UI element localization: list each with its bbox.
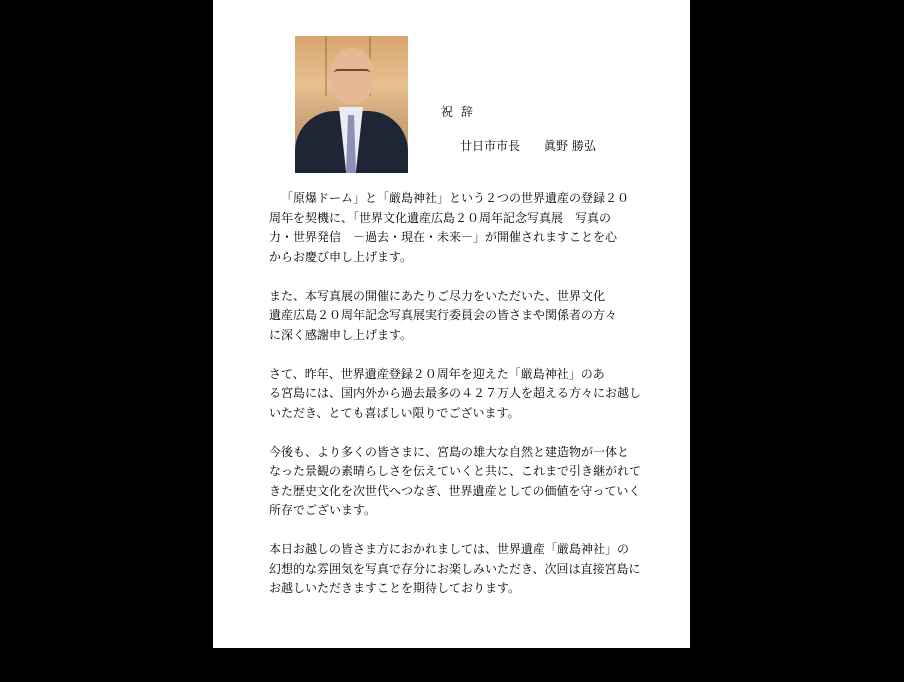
author-line: 廿日市市長 眞野 勝弘 — [460, 139, 596, 153]
document-page — [213, 0, 690, 648]
paragraph — [269, 540, 639, 599]
paragraph — [269, 365, 642, 424]
text-line: なった景観の素晴らしさを伝えていくと共に、これまで引き継がれて — [269, 464, 642, 478]
text-line: 周年を契機に、「世界文化遺産広島２０周年記念写真展 写真の — [269, 210, 612, 225]
document-body — [269, 189, 642, 618]
text-line: さて、昨年、世界遺産登録２０周年を迎えた「厳島神社」のあ — [269, 366, 605, 381]
text-line: 所存でございます。 — [269, 503, 377, 517]
document-title: 祝 辞 — [441, 105, 475, 119]
paragraph — [269, 189, 639, 267]
text-line: 本日お越しの皆さま方におかれましては、世界遺産「厳島神社」の — [269, 542, 630, 556]
text-line: お越しいただきますことを期待しております。 — [269, 581, 521, 595]
paragraph — [269, 287, 639, 346]
text-line: 遺産広島２０周年記念写真展実行委員会の皆さまや関係者の方々 — [269, 308, 618, 322]
paragraph — [269, 443, 642, 521]
text-line: 「原爆ドーム」と「厳島神社」という２つの世界遺産の登録２０ — [281, 191, 630, 205]
glasses-shape — [334, 69, 370, 79]
wall-panel-line — [325, 36, 327, 96]
text-line: からお慶び申し上げます。 — [269, 249, 413, 264]
mayor-portrait-photo — [295, 36, 408, 173]
text-line: に深く感謝申し上げます。 — [269, 327, 413, 342]
text-line: 今後も、より多くの皆さまに、宮島の雄大な自然と建造物が一体と — [269, 444, 630, 459]
text-line: きた歴史文化を次世代へつなぎ、世界遺産としての価値を守っていく — [269, 483, 641, 498]
text-line: 幻想的な雰囲気を写真で存分にお楽しみいただき、次回は直接宮島に — [269, 561, 641, 576]
text-line: また、本写真展の開催にあたりご尽力をいただいた、世界文化 — [269, 288, 606, 303]
text-line: いただき、とても喜ばしい限りでございます。 — [269, 405, 520, 420]
text-line: る宮島には、国内外から過去最多の４２７万人を超える方々にお越し — [269, 386, 642, 400]
text-line: 力・世界発信 －過去・現在・未来－」が開催されますことを心 — [269, 230, 618, 244]
